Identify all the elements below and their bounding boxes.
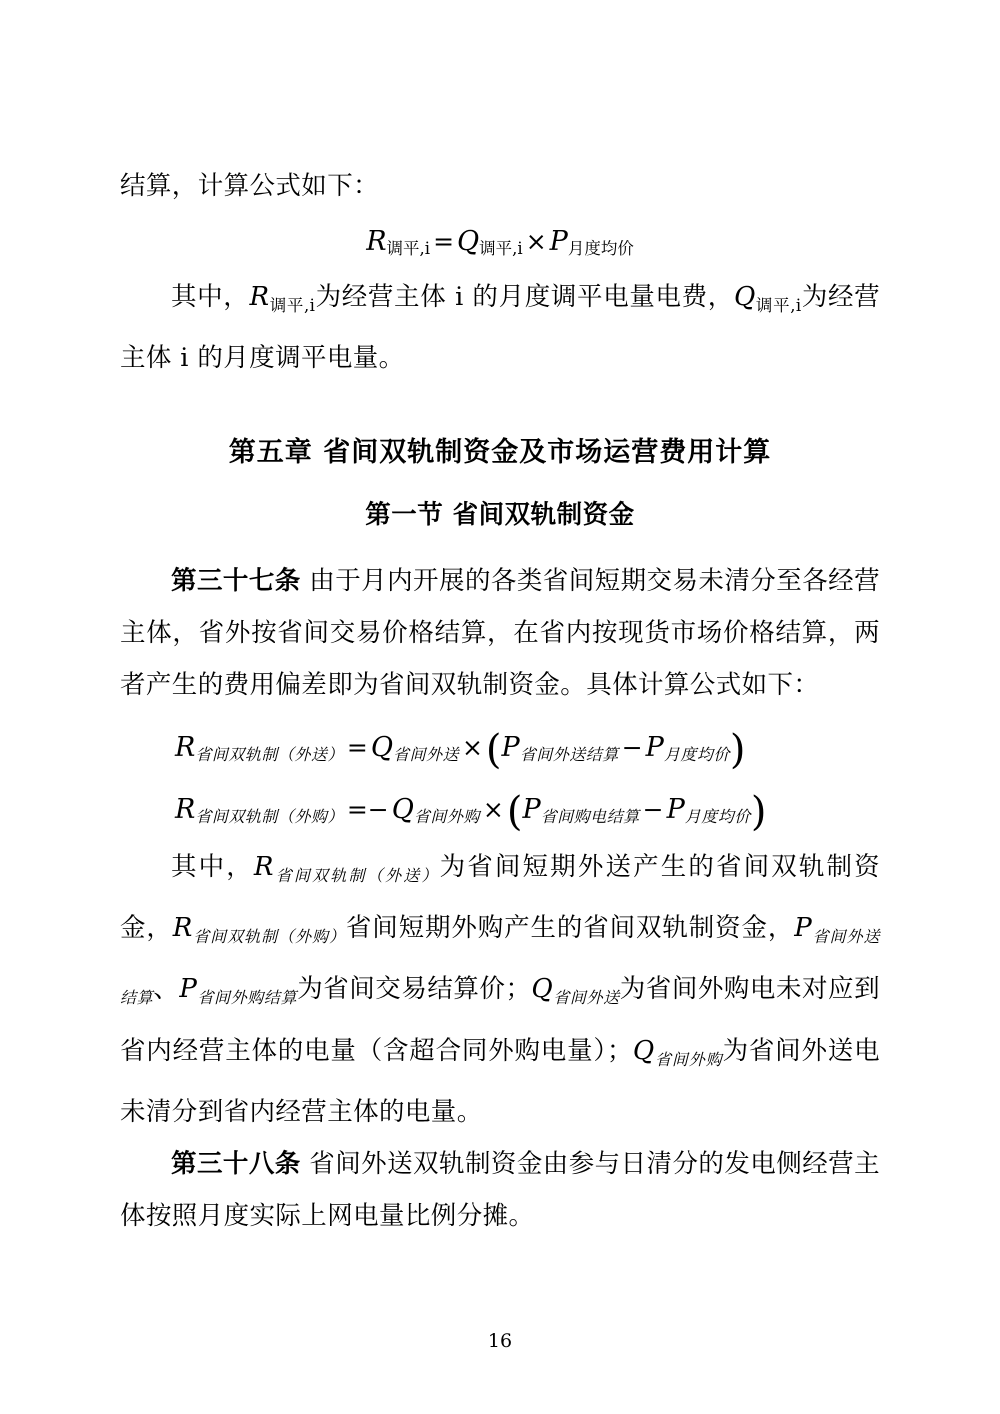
formula2-inner-sub-2: 月度均价: [663, 745, 730, 765]
formula1-rhs-symbol-2: P: [549, 226, 568, 257]
formula3-rhs-symbol: Q: [391, 794, 414, 826]
explain1-symbol-r: R: [249, 282, 270, 313]
formula2-lhs-symbol: R: [175, 732, 196, 764]
explain1-symbol-q-sub: 调平,i: [755, 296, 802, 316]
explain2-symbol-p-import: P: [179, 974, 198, 1005]
explain1-text-1: 其中，: [171, 282, 250, 313]
explanation-paragraph-2: [120, 841, 880, 1137]
formula3-open-paren: (: [506, 789, 523, 836]
formula3-inner-symbol-2: P: [666, 794, 685, 826]
formula3-times: ×: [482, 795, 504, 825]
explain2-symbol-r-export-sub: 省间双轨制（外送）: [273, 866, 440, 886]
article-37-text: 由于月内开展的各类省间短期交易未清分至各经营主体，省外按省间交易价格结算，在省内按现货市场价格结算，两者产生的费用偏差即为省间双轨制资金。具体计算公式如下：: [120, 566, 880, 701]
formula1-rhs-symbol-1: Q: [457, 226, 480, 257]
explain2-symbol-p-export-sub: 省间外送结算: [120, 927, 880, 1008]
explain2-symbol-p-export: P: [794, 913, 813, 944]
article-38-label: 第三十八条: [171, 1148, 301, 1179]
explain1-text-3: 为经营主体 i 的月度调平电量。: [120, 282, 881, 374]
explanation-paragraph-1: [120, 271, 880, 384]
formula3-equals: =−: [346, 795, 389, 825]
intro-line-text: 结算，计算公式如下：: [120, 171, 380, 201]
explain2-text-2: 为省间短期外送产生的省间双轨制资金，: [120, 852, 880, 944]
article-38-paragraph: [120, 1138, 880, 1242]
formula1-rhs-sub-2: 月度均价: [567, 239, 634, 259]
formula2-inner-symbol-2: P: [645, 732, 664, 764]
formula2-equals: =: [346, 733, 368, 763]
formula3-inner-symbol-1: P: [522, 794, 541, 826]
explain2-text-7: 为省间外送电未清分到省内经营主体的电量。: [120, 1035, 880, 1127]
chapter-title: 第五章 省间双轨制资金及市场运营费用计算: [228, 437, 772, 469]
formula2-inner-sub-1: 省间外送结算: [519, 745, 619, 765]
formula-adjust-settlement: [120, 226, 880, 259]
formula2-close-paren: ): [729, 727, 746, 774]
formula-interprovincial-import: [120, 789, 880, 835]
formula2-rhs-sub: 省间外送: [392, 745, 459, 765]
article-37-label: 第三十七条: [171, 566, 301, 597]
formula1-rhs-sub-1: 调平,i: [479, 239, 523, 259]
formula2-rhs-symbol: Q: [370, 732, 393, 764]
explain2-symbol-q-import: Q: [632, 1035, 655, 1066]
formula2-lhs-sub: 省间双轨制（外送）: [195, 745, 344, 765]
formula3-minus: −: [642, 795, 664, 825]
explain2-symbol-q-export-sub: 省间外送: [553, 988, 620, 1008]
formula3-rhs-sub: 省间外购: [413, 807, 480, 827]
explain2-symbol-r-export: R: [253, 852, 274, 883]
formula1-lhs-sub: 调平,i: [386, 239, 431, 259]
explain2-text-3: 省间短期外购产生的省间双轨制资金，: [345, 913, 795, 944]
explain2-symbol-q-import-sub: 省间外购: [654, 1049, 723, 1069]
explain2-text-4: 、: [153, 974, 180, 1005]
formula2-open-paren: (: [485, 727, 502, 774]
explain2-symbol-p-import-sub: 省间外购结算: [197, 988, 298, 1008]
formula1-lhs-symbol: R: [366, 226, 387, 257]
formula3-inner-sub-2: 月度均价: [684, 807, 751, 827]
article-38-text: 省间外送双轨制资金由参与日清分的发电侧经营主体按照月度实际上网电量比例分摊。: [120, 1148, 880, 1231]
explain2-symbol-r-import-sub: 省间双轨制（外购）: [192, 927, 346, 947]
explain2-text-5: 为省间交易结算价；: [297, 974, 532, 1005]
formula2-minus: −: [621, 733, 643, 763]
formula1-times: ×: [525, 227, 547, 256]
explain1-symbol-q: Q: [733, 282, 756, 313]
explain2-text-1: 其中，: [171, 852, 254, 883]
explain1-text-2: 为经营主体 i 的月度调平电量电费，: [315, 282, 734, 313]
intro-paragraph: [120, 160, 880, 212]
section-title: 第一节 省间双轨制资金: [365, 500, 635, 531]
explain2-symbol-r-import: R: [172, 913, 193, 944]
page-number: 16: [487, 1330, 513, 1352]
formula1-equals: =: [433, 227, 455, 256]
formula3-lhs-symbol: R: [175, 794, 196, 826]
explain1-symbol-r-sub: 调平,i: [269, 296, 316, 316]
formula2-times: ×: [461, 733, 483, 763]
formula3-lhs-sub: 省间双轨制（外购）: [195, 807, 344, 827]
article-37-paragraph: [120, 555, 880, 711]
explain2-text-6: 为省间外购电未对应到省内经营主体的电量（含超合同外购电量）；: [120, 974, 880, 1066]
formula3-close-paren: ): [750, 789, 767, 836]
formula3-inner-sub-1: 省间购电结算: [540, 807, 640, 827]
explain2-symbol-q-export: Q: [531, 974, 554, 1005]
formula2-inner-symbol-1: P: [501, 732, 520, 764]
formula-interprovincial-export: [120, 727, 880, 773]
